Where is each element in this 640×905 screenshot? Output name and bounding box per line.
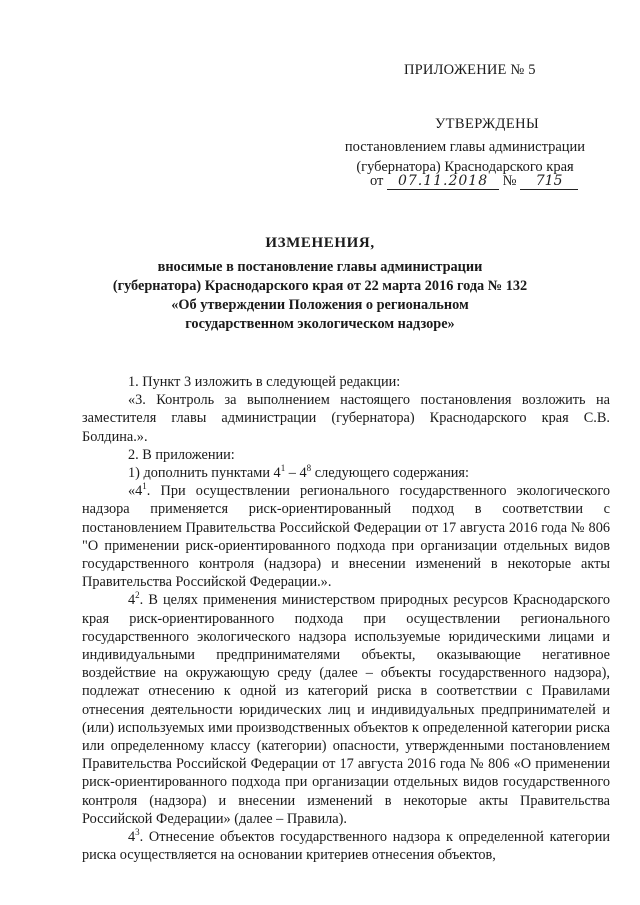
approved-line-2: (губернатора) Краснодарского края [356,159,574,175]
paragraph-1: 1. Пункт 3 изложить в следующей редакции: [128,374,401,390]
handwritten-number: 715 [520,174,578,190]
document-body [82,373,610,864]
paragraph-7: $4^3$. Отнесение объектов государственного надзора к определенной категории риска осуществляется на основании критериев отнесения объектов, [82,827,610,864]
paragraph-4: 1) дополнить пунктами $4^1 - 4^8$ следующего содержания: [128,463,469,482]
paragraph-6: $4^2$. В целях применения министерством природных ресурсов Краснодарского края риск-ориентированного подхода при осуществлении регионального государственного экологического надзора используемые юридическими лицами и индивидуальными предпринимателями объекты, оказывающие негативное воздействие на окружающую среду (далее – объекты государственного надзора), подлежат отнесению к одной из категорий риска в соответствии с Правилами отнесения деятельности юридических лиц и индивидуальных предпринимателей и (или) используемых ими производственных объектов к определенной категории риска или определенному классу (категории) опасности, утвержденными постановлением Правительства Российской Федерации от 17 августа 2016 года № 806 «О применении риск-ориентированного подхода при организации отдельных видов государственного контроля (надзора) и внесении изменений в некоторые акты Правительства Российской Федерации» (далее – Правила). [82,590,610,827]
approval-block [310,116,620,177]
paragraph-5: «$4^1$. При осуществлении регионального государственного экологического надзора применяется риск-ориентированный подход в соответствии с постановлением Правительства Российской Федерации от 17 августа 2016 года № 806 "О применении риск-ориентированного подхода при организации отдельных видов государственного контроля (надзора) и внесении изменений в некоторые акты Правительства Российской Федерации.». [82,481,610,591]
approved-title: УТВЕРЖДЕНЫ [434,116,540,132]
paragraph-2: «3. Контроль за выполнением настоящего постановления возложить на заместителя главы администрации (губернатора) Краснодарского края С.В. Болдина.». [82,392,610,445]
date-number-line [370,173,578,190]
heading-line-2: (губернатора) Краснодарского края от 22 марта 2016 года № 132 [112,278,528,294]
date-prefix: от [370,173,384,189]
approved-line-1: постановлением главы администрации [344,139,586,155]
handwritten-date: 07.11.2018 [387,174,499,190]
heading-line-1: вносимые в постановление главы администрации [157,259,483,275]
number-prefix: № [502,173,517,189]
heading-line-3: «Об утверждении Положения о региональном [171,297,469,313]
heading-line-4: государственном экологическом надзоре» [185,316,455,332]
appendix-label: ПРИЛОЖЕНИЕ № 5 [404,62,536,78]
document-heading [0,234,640,334]
heading-main: ИЗМЕНЕНИЯ, [265,235,375,251]
paragraph-3: 2. В приложении: [128,446,235,463]
